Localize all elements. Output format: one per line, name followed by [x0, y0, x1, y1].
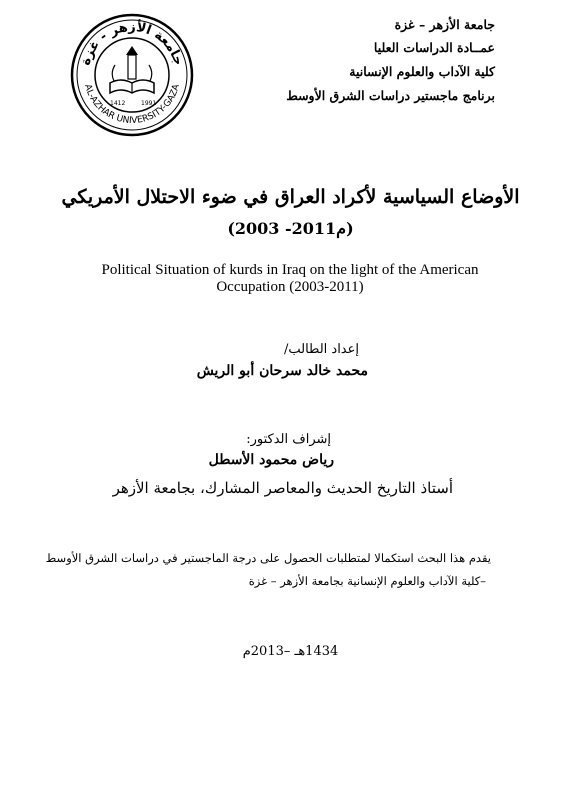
thesis-years: (2003 -2011م) — [227, 219, 354, 238]
submission-line-2: –كلية الآداب والعلوم الإنسانية بجامعة الأزهر – غزة — [248, 574, 486, 588]
submission-line-1: يقدم هذا البحث استكمالا لمتطلبات الحصول على درجة الماجستير في دراسات الشرق الأوسط — [45, 551, 491, 565]
student-name: محمد خالد سرحان أبو الريش — [196, 363, 368, 379]
english-title-line-2: Occupation (2003-2011) — [216, 279, 364, 295]
seal-arabic-text: جامعة الأزهر - غزة — [78, 20, 186, 68]
svg-text:1991: 1991 — [141, 100, 157, 107]
svg-text:1412: 1412 — [110, 100, 126, 107]
thesis-date: 1434هـ –2013م — [242, 644, 339, 659]
seal-english-text: AL-AZHAR UNIVERSITY-GAZA — [82, 83, 182, 127]
university-name: جامعة الأزهر – غزة — [394, 17, 495, 32]
deanship-name: عمــادة الدراسات العليا — [373, 40, 495, 55]
thesis-title-arabic: الأوضاع السياسية لأكراد العراق في ضوء الاحتلال الأمريكي — [61, 186, 520, 208]
english-title-line-1: Political Situation of kurds in Iraq on the light of the American — [101, 262, 479, 278]
program-name: برنامج ماجستير دراسات الشرق الأوسط — [286, 88, 495, 103]
faculty-name: كلية الآداب والعلوم الإنسانية — [349, 64, 495, 79]
university-seal-logo — [70, 13, 195, 138]
thesis-title-english — [70, 262, 510, 296]
student-label: إعداد الطالب/ — [283, 342, 359, 357]
supervisor-label: إشراف الدكتور: — [246, 432, 331, 447]
supervisor-name: رياض محمود الأسطل — [208, 452, 334, 468]
supervisor-position: أستاذ التاريخ الحديث والمعاصر المشارك، بجامعة الأزهر — [112, 479, 453, 497]
